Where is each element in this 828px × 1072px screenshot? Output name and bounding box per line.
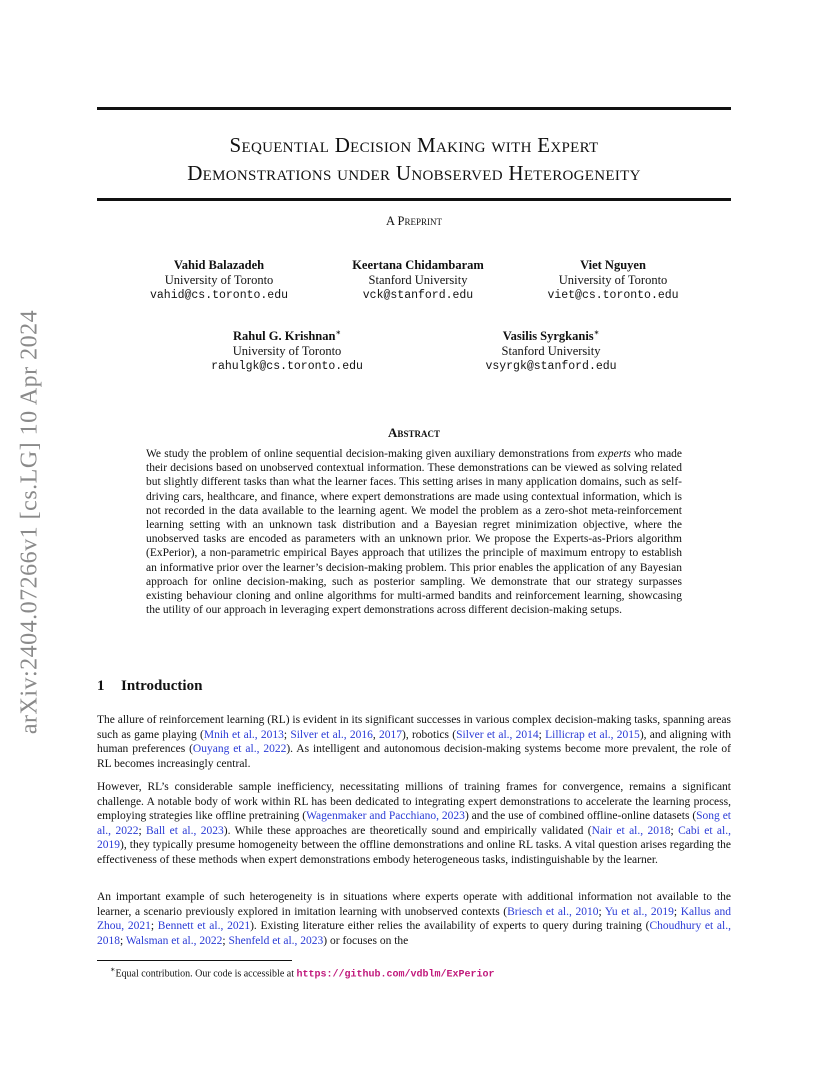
title-bottom-rule [97, 198, 731, 201]
abstract-heading: Abstract [388, 425, 440, 440]
citation-link[interactable]: Song et al., 2022 [97, 810, 732, 837]
author-name: Keertana Chidambaram [352, 258, 484, 272]
citation-link[interactable]: Briesch et al., 2010 [507, 905, 599, 918]
arxiv-identifier-stamp: arXiv:2404.07266v1 [cs.LG] 10 Apr 2024 [16, 309, 43, 735]
paper-title-line-1: Sequential Decision Making with Expert [229, 133, 599, 157]
citation-link[interactable]: Nair et al., 2018 [591, 824, 671, 837]
citation-link[interactable]: 2017 [379, 728, 403, 741]
citation-link[interactable]: Walsman et al., 2022 [125, 934, 223, 947]
equal-contribution-mark: ∗ [593, 328, 600, 337]
intro-paragraph-1: The allure of reinforcement learning (RL) is evident in its significant successes in various complex decision-making tasks, spanning areas such as game playing (Mnih et al., 2013; Silver et al., 2016, 2017), robotics (Silver et al., 2014; Lillicrap et al., 2015), and aligning with human preferences (Ouyang et al., 2022). As intelligent and autonomous decision-making systems become more prevalent, the role of RL becomes increasingly central. [97, 714, 731, 770]
paper-title [97, 131, 731, 187]
citation-link[interactable]: Lillicrap et al., 2015 [545, 728, 640, 741]
citation-link[interactable]: Silver et al., 2014 [456, 728, 539, 741]
intro-paragraph-2: However, RL’s considerable sample inefficiency, necessitating millions of training frames for convergence, remains a significant challenge. A notable body of work within RL has been dedicated to integrating expert demonstrations to accelerate the learning process, employing strategies like offline pretraining (Wagenmaker and Pacchiano, 2023) and the use of combined offline-online datasets (Song et al., 2022; Ball et al., 2023). While these approaches are theoretically sound and empirically validated (Nair et al., 2018; Cabi et al., 2019), they typically presume homogeneity between the offline demonstrations and online RL tasks. A vital question arises regarding the effectiveness of these methods when expert demonstrations embody heterogeneous tasks, indistinguishable by the learner. [97, 781, 732, 866]
author-block [485, 325, 616, 375]
citation-link[interactable]: Shenfeld et al., 2023 [228, 934, 324, 947]
abstract-text: We study the problem of online sequential decision-making given auxiliary demonstrations from experts who made their decisions based on unobserved contextual information. These demonstrations can be viewed as solving related but slightly different tasks than what the learner faces. This setting arises in many application domains, such as self-driving cars, healthcare, and finance, where expert demonstrations are made using contextual information, which is not recorded in the data available to the learning agent. We model the problem as a zero-shot meta-reinforcement learning setting with an unknown task distribution and a Bayesian regret minimization objective, where the unobserved tasks are encoded as parameters with an unknown prior. We propose the Experts-as-Priors algorithm (ExPerior), a non-parametric empirical Bayes approach that utilizes the principle of maximum entropy to establish an informative prior over the learner’s decision-making problem. This prior enables the application of any Bayesian approach for online decision-making, such as posterior sampling. We demonstrate that our strategy surpasses existing behaviour cloning and online algorithms for multi-armed bandits and reinforcement learning, showcasing the utility of our approach in leveraging expert demonstrations across different decision-making setups. [146, 448, 683, 617]
footnote-rule [97, 960, 292, 961]
author-affiliation: University of Toronto [232, 344, 342, 359]
author-email: rahulgk@cs.toronto.edu [211, 360, 363, 374]
preprint-label: A Preprint [386, 214, 442, 228]
citation-link[interactable]: Silver et al., 2016 [290, 728, 373, 741]
author-affiliation: Stanford University [501, 344, 601, 359]
author-block [211, 325, 363, 375]
citation-link[interactable]: Wagenmaker and Pacchiano, 2023 [306, 810, 465, 823]
citation-link[interactable]: Kallus and Zhou, 2021 [97, 905, 731, 933]
section-heading: 1 Introduction [97, 678, 203, 694]
citation-link[interactable]: Ouyang et al., 2022 [192, 743, 287, 756]
author-block [352, 258, 484, 304]
citation-link[interactable]: Cabi et al., 2019 [97, 824, 731, 852]
footnote-mark: ∗ [110, 965, 116, 974]
citation-link[interactable]: Bennett et al., 2021 [157, 920, 251, 933]
author-block [547, 258, 678, 304]
author-email: vsyrgk@stanford.edu [485, 360, 617, 374]
author-affiliation: University of Toronto [164, 273, 274, 287]
citation-link[interactable]: Yu et al., 2019 [604, 905, 674, 918]
intro-paragraph-3: An important example of such heterogeneity is in situations where experts operate with additional information not available to the learner, a scenario previously explored in imitation learning with unobserved contexts (Briesch et al., 2010; Yu et al., 2019; Kallus and Zhou, 2021; Bennett et al., 2021). Existing literature either relies the availability of experts to query during training (Choudhury et al., 2018; Walsman et al., 2022; Shenfeld et al., 2023) or focuses on the [97, 891, 731, 947]
author-block [150, 258, 288, 304]
author-name: Vahid Balazadeh [173, 258, 265, 272]
author-email: viet@cs.toronto.edu [547, 289, 679, 302]
paper-title-line-2: Demonstrations under Unobserved Heterogeneity [187, 161, 641, 185]
equal-contribution-mark: ∗ [335, 328, 341, 337]
citation-link[interactable]: Mnih et al., 2013 [203, 728, 284, 741]
footnote: ∗Equal contribution. Our code is accessible at https://github.com/vdblm/ExPerior [110, 965, 495, 981]
author-email: vahid@cs.toronto.edu [149, 289, 289, 302]
author-name: Rahul G. Krishnan∗ [232, 328, 341, 344]
author-name: Viet Nguyen [580, 258, 646, 272]
author-affiliation: Stanford University [368, 273, 468, 287]
abstract-italic-word: experts [597, 448, 631, 460]
citation-link[interactable]: Ball et al., 2023 [146, 824, 224, 837]
code-url-link[interactable]: https://github.com/vdblm/ExPerior [296, 969, 495, 981]
citation-link[interactable]: Choudhury et al., 2018 [97, 920, 731, 947]
author-email: vck@stanford.edu [362, 289, 474, 302]
author-affiliation: University of Toronto [558, 273, 668, 287]
author-name: Vasilis Syrgkanis∗ [502, 328, 600, 344]
title-top-rule [97, 107, 731, 110]
